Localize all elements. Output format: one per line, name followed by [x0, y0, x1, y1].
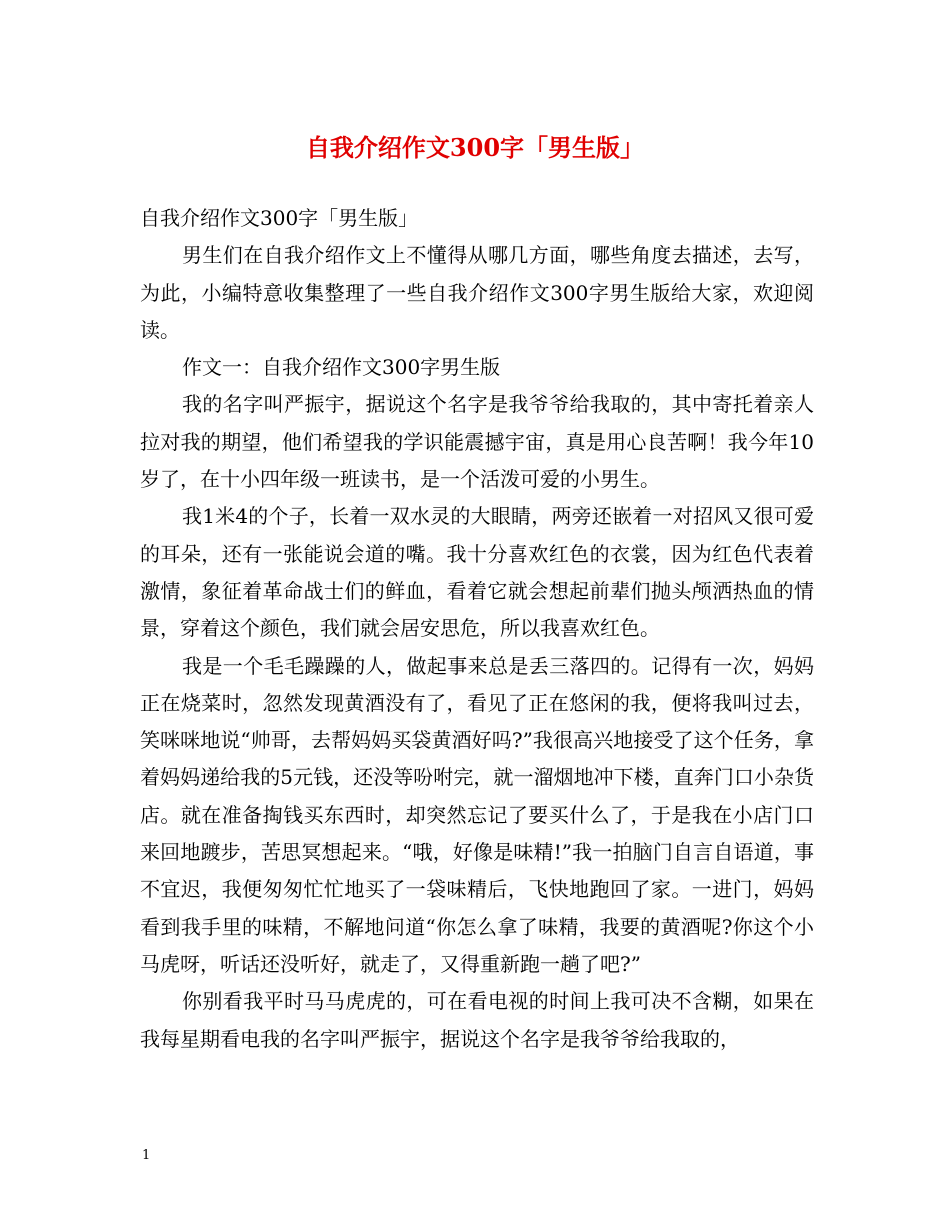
paragraph-tv: 你别看我平时马马虎虎的，可在看电视的时间上我可决不含糊，如果在我每星期看电我的名字叫严振宇，据说这个名字是我爷爷给我取的，: [140, 989, 814, 1051]
paragraph-heading: 自我介绍作文300字「男生版」: [140, 206, 419, 230]
paragraph-name: 我的名字叫严振宇，据说这个名字是我爷爷给我取的，其中寄托着亲人拉对我的期望，他们希望我的学识能震撼宇宙，真是用心良苦啊！我今年10岁了，在十小四年级一班读书，是一个活泼可爱的小男生。: [140, 392, 814, 492]
paragraph-intro: 男生们在自我介绍作文上不懂得从哪几方面，哪些角度去描述，去写，为此，小编特意收集整理了一些自我介绍作文300字男生版给大家，欢迎阅读。: [140, 243, 814, 342]
paragraph-story: 我是一个毛毛躁躁的人，做起事来总是丢三落四的。记得有一次，妈妈正在烧菜时，忽然发现黄酒没有了，看见了正在悠闲的我，便将我叫过去，笑咪咪地说“帅哥，去帮妈妈买袋黄酒好吗?”我很高兴地接受了这个任务，拿着妈妈递给我的5元钱，还没等吩咐完，就一溜烟地冲下楼，直奔门口小杂货店。就在准备掏钱买东西时，却突然忘记了要买什么了，于是我在小店门口来回地踱步，苦思冥想起来。“哦，好像是味精!”我一拍脑门自言自语道，事不宜迟，我便匆匆忙忙地买了一袋味精后，飞快地跑回了家。一进门，妈妈看到我手里的味精，不解地问道“你怎么拿了味精，我要的黄酒呢?你这个小马虎呀，听话还没听好，就走了，又得重新跑一趟了吧?”: [140, 653, 814, 976]
page-number: 1: [142, 1148, 151, 1163]
paragraph-appearance: 我1米4的个子，长着一双水灵的大眼睛，两旁还嵌着一对招风又很可爱的耳朵，还有一张能说会道的嘴。我十分喜欢红色的衣裳，因为红色代表着激情，象征着革命战士们的鲜血，看着它就会想起前辈们抛头颅洒热血的情景，穿着这个颜色，我们就会居安思危，所以我喜欢红色。: [140, 504, 814, 641]
paragraph-essay-one-heading: 作文一：自我介绍作文300字男生版: [182, 355, 501, 380]
document-title: 自我介绍作文300字「男生版」: [305, 133, 645, 162]
document-body: [140, 200, 814, 1058]
